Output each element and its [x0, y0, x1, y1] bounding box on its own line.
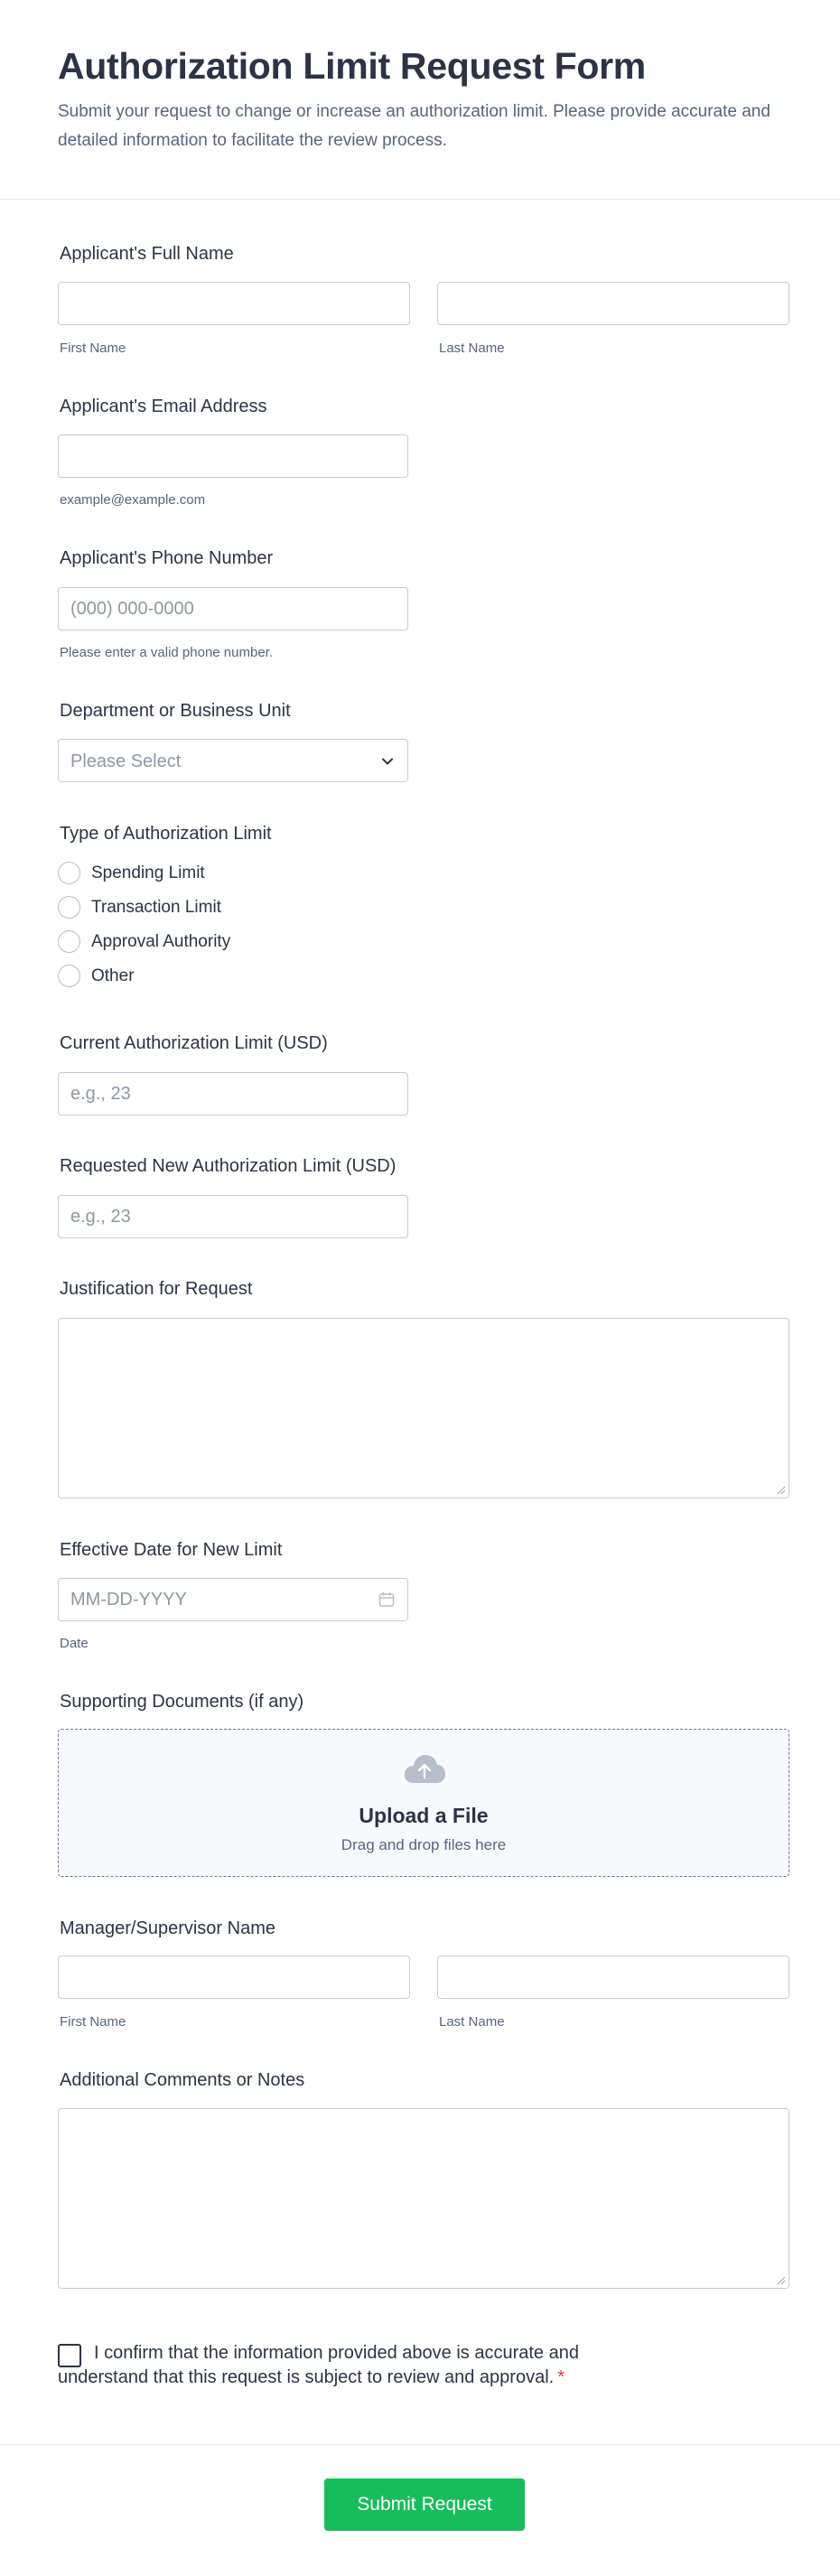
confirm-label: I confirm that the information provided above is accurate and understand that this request is subject to review and approval.: [58, 2343, 579, 2387]
form-title: Authorization Limit Request Form: [58, 45, 646, 87]
requested-limit-label: Requested New Authorization Limit (USD): [60, 1156, 397, 1176]
documents-label: Supporting Documents (if any): [60, 1692, 304, 1712]
applicant-phone-input[interactable]: [58, 587, 408, 630]
chevron-down-icon: [378, 752, 397, 770]
required-asterisk: *: [557, 2367, 565, 2387]
radio-button[interactable]: [58, 965, 80, 987]
current-limit-input[interactable]: [58, 1072, 408, 1115]
resize-grip-icon[interactable]: [777, 2276, 786, 2285]
confirm-text: [58, 2341, 636, 2390]
applicant-last-name-sublabel: Last Name: [439, 341, 505, 356]
applicant-first-name-input[interactable]: [58, 282, 410, 325]
justification-label: Justification for Request: [60, 1279, 253, 1299]
radio-button[interactable]: [58, 896, 80, 919]
manager-last-name-sublabel: Last Name: [439, 2014, 505, 2030]
justification-textarea[interactable]: [58, 1318, 789, 1498]
resize-grip-icon[interactable]: [777, 1486, 786, 1495]
effective-date-input[interactable]: [58, 1578, 408, 1621]
radio-label: Other: [91, 966, 135, 985]
applicant-email-sublabel: example@example.com: [60, 492, 206, 508]
manager-last-name-input[interactable]: [437, 1955, 789, 1999]
effective-date-sublabel: Date: [60, 1636, 89, 1651]
calendar-icon[interactable]: [378, 1591, 396, 1609]
department-label: Department or Business Unit: [60, 701, 291, 721]
file-upload-dropzone[interactable]: [58, 1729, 789, 1877]
form-header: [0, 0, 840, 200]
radio-label: Spending Limit: [91, 863, 205, 882]
cloud-upload-icon: [402, 1753, 447, 1786]
submit-request-button[interactable]: Submit Request: [324, 2478, 525, 2531]
applicant-phone-sublabel: Please enter a valid phone number.: [60, 645, 273, 660]
manager-name-label: Manager/Supervisor Name: [60, 1918, 275, 1938]
manager-first-name-input[interactable]: [58, 1955, 410, 1999]
current-limit-label: Current Authorization Limit (USD): [60, 1033, 328, 1053]
radio-button[interactable]: [58, 930, 80, 953]
upload-subtitle: Drag and drop files here: [341, 1836, 507, 1853]
applicant-phone-label: Applicant's Phone Number: [60, 548, 274, 568]
comments-textarea[interactable]: [58, 2108, 789, 2289]
form-subtitle: Submit your request to change or increase an authorization limit. Please provide accurate and detailed information to facilitate the review process.: [58, 102, 770, 150]
limit-type-label: Type of Authorization Limit: [60, 824, 272, 844]
applicant-first-name-sublabel: First Name: [60, 341, 126, 356]
applicant-name-label: Applicant's Full Name: [60, 244, 234, 264]
upload-title: Upload a File: [359, 1804, 489, 1827]
radio-button[interactable]: [58, 862, 80, 884]
requested-limit-input[interactable]: [58, 1195, 408, 1238]
manager-first-name-sublabel: First Name: [60, 2014, 126, 2030]
department-selected-value: Please Select: [70, 751, 182, 771]
department-select[interactable]: [58, 739, 408, 782]
form-footer: [0, 2444, 840, 2576]
applicant-email-label: Applicant's Email Address: [60, 397, 267, 416]
comments-label: Additional Comments or Notes: [60, 2070, 305, 2090]
applicant-last-name-input[interactable]: [437, 282, 789, 325]
radio-label: Approval Authority: [91, 932, 231, 951]
applicant-email-input[interactable]: [58, 434, 408, 478]
radio-label: Transaction Limit: [91, 898, 221, 917]
effective-date-label: Effective Date for New Limit: [60, 1540, 283, 1560]
